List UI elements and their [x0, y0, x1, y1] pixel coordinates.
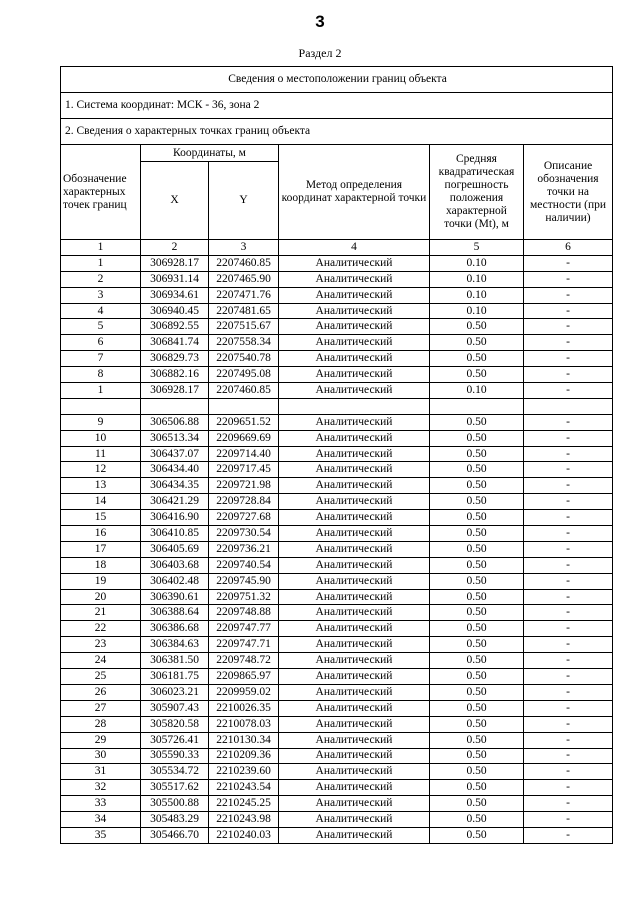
- table-row: [61, 573, 613, 589]
- point-id-cell: 5: [61, 319, 141, 335]
- method-cell: Аналитический: [279, 764, 430, 780]
- point-id-cell: 34: [61, 812, 141, 828]
- y-coord-cell: 2210239.60: [209, 764, 279, 780]
- method-cell: Аналитический: [279, 478, 430, 494]
- table-row: [61, 494, 613, 510]
- x-coord-cell: 306506.88: [141, 414, 209, 430]
- description-cell: -: [524, 700, 613, 716]
- header-y: Y: [209, 162, 279, 240]
- description-cell: -: [524, 780, 613, 796]
- accuracy-cell: 0.50: [430, 494, 524, 510]
- y-coord-cell: 2209747.71: [209, 637, 279, 653]
- column-number: 2: [141, 240, 209, 256]
- point-id-cell: 27: [61, 700, 141, 716]
- section-title: Раздел 2: [298, 46, 342, 60]
- table-row: [61, 827, 613, 843]
- table-row: [61, 812, 613, 828]
- description-cell: -: [524, 462, 613, 478]
- x-coord-cell: 306934.61: [141, 287, 209, 303]
- x-coord-cell: 306390.61: [141, 589, 209, 605]
- y-coord-cell: 2209669.69: [209, 430, 279, 446]
- y-coord-cell: 2209721.98: [209, 478, 279, 494]
- table-row: [61, 414, 613, 430]
- point-id-cell: [61, 398, 141, 414]
- accuracy-cell: 0.50: [430, 732, 524, 748]
- point-id-cell: 8: [61, 367, 141, 383]
- point-id-cell: 32: [61, 780, 141, 796]
- method-cell: Аналитический: [279, 414, 430, 430]
- method-cell: Аналитический: [279, 303, 430, 319]
- header-coordinates: Координаты, м: [141, 145, 279, 162]
- method-cell: Аналитический: [279, 827, 430, 843]
- x-coord-cell: 305483.29: [141, 812, 209, 828]
- accuracy-cell: 0.50: [430, 319, 524, 335]
- description-cell: [524, 398, 613, 414]
- table-row: [61, 780, 613, 796]
- y-coord-cell: 2209865.97: [209, 669, 279, 685]
- accuracy-cell: 0.50: [430, 812, 524, 828]
- coord-system: 1. Система координат: МСК - 36, зона 2: [61, 93, 613, 119]
- description-cell: -: [524, 621, 613, 637]
- description-cell: -: [524, 287, 613, 303]
- description-cell: -: [524, 732, 613, 748]
- table-row: [61, 319, 613, 335]
- table-row: [61, 605, 613, 621]
- x-coord-cell: 306928.17: [141, 255, 209, 271]
- point-id-cell: 24: [61, 653, 141, 669]
- method-cell: Аналитический: [279, 780, 430, 796]
- description-cell: -: [524, 764, 613, 780]
- method-cell: Аналитический: [279, 430, 430, 446]
- y-coord-cell: 2210243.98: [209, 812, 279, 828]
- description-cell: -: [524, 684, 613, 700]
- accuracy-cell: 0.10: [430, 303, 524, 319]
- point-id-cell: 16: [61, 526, 141, 542]
- y-coord-cell: 2209959.02: [209, 684, 279, 700]
- accuracy-cell: 0.50: [430, 430, 524, 446]
- method-cell: Аналитический: [279, 621, 430, 637]
- table-row: [61, 541, 613, 557]
- accuracy-cell: 0.50: [430, 462, 524, 478]
- table-row: [61, 383, 613, 399]
- description-cell: -: [524, 351, 613, 367]
- table-row: [61, 621, 613, 637]
- description-cell: -: [524, 557, 613, 573]
- description-cell: -: [524, 637, 613, 653]
- method-cell: Аналитический: [279, 716, 430, 732]
- method-cell: Аналитический: [279, 446, 430, 462]
- accuracy-cell: 0.50: [430, 637, 524, 653]
- x-coord-cell: 306403.68: [141, 557, 209, 573]
- table-row: [61, 684, 613, 700]
- method-cell: Аналитический: [279, 557, 430, 573]
- method-cell: Аналитический: [279, 669, 430, 685]
- table-row: [61, 748, 613, 764]
- method-cell: Аналитический: [279, 684, 430, 700]
- description-cell: -: [524, 446, 613, 462]
- y-coord-cell: 2210209.36: [209, 748, 279, 764]
- y-coord-cell: 2209748.88: [209, 605, 279, 621]
- table-row: [61, 716, 613, 732]
- accuracy-cell: 0.50: [430, 796, 524, 812]
- method-cell: Аналитический: [279, 605, 430, 621]
- table-row: [61, 367, 613, 383]
- point-id-cell: 28: [61, 716, 141, 732]
- method-cell: Аналитический: [279, 319, 430, 335]
- x-coord-cell: 306421.29: [141, 494, 209, 510]
- point-id-cell: 18: [61, 557, 141, 573]
- description-cell: -: [524, 669, 613, 685]
- table-row: [61, 669, 613, 685]
- accuracy-cell: 0.50: [430, 669, 524, 685]
- y-coord-cell: 2209728.84: [209, 494, 279, 510]
- column-number: 5: [430, 240, 524, 256]
- accuracy-cell: 0.50: [430, 780, 524, 796]
- y-coord-cell: 2210130.34: [209, 732, 279, 748]
- description-cell: -: [524, 478, 613, 494]
- header-description: Описание обозначения точки на местности (при наличии): [524, 145, 613, 240]
- description-cell: -: [524, 414, 613, 430]
- x-coord-cell: 305726.41: [141, 732, 209, 748]
- x-coord-cell: 306513.34: [141, 430, 209, 446]
- method-cell: Аналитический: [279, 748, 430, 764]
- column-number: 4: [279, 240, 430, 256]
- boundary-points-table: [60, 66, 613, 844]
- x-coord-cell: 306181.75: [141, 669, 209, 685]
- accuracy-cell: 0.50: [430, 351, 524, 367]
- header-method: Метод определения координат характерной точки: [279, 145, 430, 240]
- method-cell: Аналитический: [279, 653, 430, 669]
- point-id-cell: 12: [61, 462, 141, 478]
- table-row: [61, 700, 613, 716]
- point-id-cell: 6: [61, 335, 141, 351]
- method-cell: Аналитический: [279, 462, 430, 478]
- table-row: [61, 653, 613, 669]
- y-coord-cell: 2209730.54: [209, 526, 279, 542]
- description-cell: -: [524, 812, 613, 828]
- accuracy-cell: 0.50: [430, 621, 524, 637]
- point-id-cell: 35: [61, 827, 141, 843]
- method-cell: Аналитический: [279, 351, 430, 367]
- x-coord-cell: 305500.88: [141, 796, 209, 812]
- method-cell: Аналитический: [279, 287, 430, 303]
- x-coord-cell: 306386.68: [141, 621, 209, 637]
- y-coord-cell: 2207460.85: [209, 255, 279, 271]
- accuracy-cell: 0.50: [430, 557, 524, 573]
- description-cell: -: [524, 748, 613, 764]
- x-coord-cell: 306023.21: [141, 684, 209, 700]
- accuracy-cell: 0.50: [430, 827, 524, 843]
- table-row: [61, 271, 613, 287]
- method-cell: Аналитический: [279, 796, 430, 812]
- point-id-cell: 31: [61, 764, 141, 780]
- description-cell: -: [524, 303, 613, 319]
- accuracy-cell: 0.50: [430, 605, 524, 621]
- y-coord-cell: 2210240.03: [209, 827, 279, 843]
- header-x: X: [141, 162, 209, 240]
- x-coord-cell: 305590.33: [141, 748, 209, 764]
- x-coord-cell: 306829.73: [141, 351, 209, 367]
- points-heading: 2. Сведения о характерных точках границ объекта: [61, 119, 613, 145]
- point-id-cell: 7: [61, 351, 141, 367]
- accuracy-cell: 0.50: [430, 748, 524, 764]
- x-coord-cell: 306841.74: [141, 335, 209, 351]
- method-cell: Аналитический: [279, 367, 430, 383]
- accuracy-cell: 0.50: [430, 764, 524, 780]
- point-id-cell: 21: [61, 605, 141, 621]
- table-row: [61, 351, 613, 367]
- y-coord-cell: 2209736.21: [209, 541, 279, 557]
- x-coord-cell: 306384.63: [141, 637, 209, 653]
- column-number: 6: [524, 240, 613, 256]
- method-cell: Аналитический: [279, 494, 430, 510]
- accuracy-cell: 0.50: [430, 716, 524, 732]
- point-id-cell: 19: [61, 573, 141, 589]
- table-row: [61, 255, 613, 271]
- point-id-cell: 2: [61, 271, 141, 287]
- description-cell: -: [524, 430, 613, 446]
- description-cell: -: [524, 827, 613, 843]
- method-cell: Аналитический: [279, 526, 430, 542]
- y-coord-cell: 2207460.85: [209, 383, 279, 399]
- table-title: Сведения о местоположении границ объекта: [61, 67, 613, 93]
- x-coord-cell: 306402.48: [141, 573, 209, 589]
- accuracy-cell: 0.50: [430, 526, 524, 542]
- point-id-cell: 3: [61, 287, 141, 303]
- table-row: [61, 557, 613, 573]
- x-coord-cell: 305534.72: [141, 764, 209, 780]
- method-cell: Аналитический: [279, 637, 430, 653]
- header-accuracy: Средняя квадратическая погрешность положения характерной точки (Mt), м: [430, 145, 524, 240]
- description-cell: -: [524, 319, 613, 335]
- accuracy-cell: 0.50: [430, 589, 524, 605]
- y-coord-cell: 2209740.54: [209, 557, 279, 573]
- description-cell: -: [524, 335, 613, 351]
- table-row: [61, 796, 613, 812]
- y-coord-cell: 2207465.90: [209, 271, 279, 287]
- point-id-cell: 29: [61, 732, 141, 748]
- y-coord-cell: 2209714.40: [209, 446, 279, 462]
- x-coord-cell: 305907.43: [141, 700, 209, 716]
- point-id-cell: 13: [61, 478, 141, 494]
- y-coord-cell: 2210078.03: [209, 716, 279, 732]
- x-coord-cell: 306405.69: [141, 541, 209, 557]
- point-id-cell: 1: [61, 383, 141, 399]
- table-row: [61, 637, 613, 653]
- description-cell: -: [524, 526, 613, 542]
- table-row: [61, 526, 613, 542]
- point-id-cell: 9: [61, 414, 141, 430]
- y-coord-cell: 2207515.67: [209, 319, 279, 335]
- method-cell: Аналитический: [279, 255, 430, 271]
- y-coord-cell: 2209651.52: [209, 414, 279, 430]
- point-id-cell: 25: [61, 669, 141, 685]
- method-cell: [279, 398, 430, 414]
- x-coord-cell: 306388.64: [141, 605, 209, 621]
- description-cell: -: [524, 541, 613, 557]
- point-id-cell: 23: [61, 637, 141, 653]
- x-coord-cell: 306416.90: [141, 510, 209, 526]
- method-cell: Аналитический: [279, 335, 430, 351]
- x-coord-cell: 306892.55: [141, 319, 209, 335]
- table-row: [61, 335, 613, 351]
- y-coord-cell: 2210245.25: [209, 796, 279, 812]
- x-coord-cell: 306410.85: [141, 526, 209, 542]
- table-row: [61, 589, 613, 605]
- accuracy-cell: 0.50: [430, 541, 524, 557]
- y-coord-cell: 2207540.78: [209, 351, 279, 367]
- accuracy-cell: 0.10: [430, 287, 524, 303]
- x-coord-cell: 306437.07: [141, 446, 209, 462]
- method-cell: Аналитический: [279, 271, 430, 287]
- accuracy-cell: 0.50: [430, 510, 524, 526]
- method-cell: Аналитический: [279, 732, 430, 748]
- point-id-cell: 10: [61, 430, 141, 446]
- accuracy-cell: 0.50: [430, 335, 524, 351]
- y-coord-cell: 2209748.72: [209, 653, 279, 669]
- description-cell: -: [524, 653, 613, 669]
- description-cell: -: [524, 494, 613, 510]
- x-coord-cell: 305466.70: [141, 827, 209, 843]
- point-id-cell: 30: [61, 748, 141, 764]
- accuracy-cell: 0.10: [430, 271, 524, 287]
- y-coord-cell: 2209751.32: [209, 589, 279, 605]
- method-cell: Аналитический: [279, 510, 430, 526]
- y-coord-cell: 2207481.65: [209, 303, 279, 319]
- x-coord-cell: 305517.62: [141, 780, 209, 796]
- table-row: [61, 303, 613, 319]
- description-cell: -: [524, 589, 613, 605]
- table-row: [61, 462, 613, 478]
- point-id-cell: 1: [61, 255, 141, 271]
- y-coord-cell: 2207471.76: [209, 287, 279, 303]
- accuracy-cell: 0.50: [430, 700, 524, 716]
- accuracy-cell: 0.10: [430, 255, 524, 271]
- description-cell: -: [524, 255, 613, 271]
- y-coord-cell: 2207558.34: [209, 335, 279, 351]
- method-cell: Аналитический: [279, 812, 430, 828]
- description-cell: -: [524, 716, 613, 732]
- x-coord-cell: 306381.50: [141, 653, 209, 669]
- point-id-cell: 33: [61, 796, 141, 812]
- y-coord-cell: 2209727.68: [209, 510, 279, 526]
- accuracy-cell: 0.50: [430, 367, 524, 383]
- description-cell: -: [524, 271, 613, 287]
- description-cell: -: [524, 510, 613, 526]
- method-cell: Аналитический: [279, 589, 430, 605]
- column-number-row: [61, 240, 613, 256]
- description-cell: -: [524, 573, 613, 589]
- page-number: 3: [315, 12, 325, 31]
- table-row: [61, 398, 613, 414]
- accuracy-cell: 0.10: [430, 383, 524, 399]
- description-cell: -: [524, 605, 613, 621]
- accuracy-cell: [430, 398, 524, 414]
- table-row: [61, 478, 613, 494]
- y-coord-cell: 2209745.90: [209, 573, 279, 589]
- description-cell: -: [524, 367, 613, 383]
- method-cell: Аналитический: [279, 700, 430, 716]
- column-number: 1: [61, 240, 141, 256]
- table-row: [61, 287, 613, 303]
- table-row: [61, 764, 613, 780]
- point-id-cell: 20: [61, 589, 141, 605]
- accuracy-cell: 0.50: [430, 478, 524, 494]
- accuracy-cell: 0.50: [430, 573, 524, 589]
- x-coord-cell: 306928.17: [141, 383, 209, 399]
- table-row: [61, 732, 613, 748]
- table-row: [61, 430, 613, 446]
- x-coord-cell: 306434.40: [141, 462, 209, 478]
- x-coord-cell: [141, 398, 209, 414]
- y-coord-cell: 2207495.08: [209, 367, 279, 383]
- y-coord-cell: 2210026.35: [209, 700, 279, 716]
- method-cell: Аналитический: [279, 383, 430, 399]
- point-id-cell: 11: [61, 446, 141, 462]
- x-coord-cell: 306931.14: [141, 271, 209, 287]
- description-cell: -: [524, 383, 613, 399]
- accuracy-cell: 0.50: [430, 684, 524, 700]
- method-cell: Аналитический: [279, 541, 430, 557]
- x-coord-cell: 305820.58: [141, 716, 209, 732]
- description-cell: -: [524, 796, 613, 812]
- header-designation: Обозначение характерных точек границ: [61, 145, 141, 240]
- accuracy-cell: 0.50: [430, 653, 524, 669]
- x-coord-cell: 306434.35: [141, 478, 209, 494]
- point-id-cell: 17: [61, 541, 141, 557]
- point-id-cell: 26: [61, 684, 141, 700]
- y-coord-cell: [209, 398, 279, 414]
- x-coord-cell: 306882.16: [141, 367, 209, 383]
- table-row: [61, 446, 613, 462]
- point-id-cell: 4: [61, 303, 141, 319]
- accuracy-cell: 0.50: [430, 414, 524, 430]
- accuracy-cell: 0.50: [430, 446, 524, 462]
- y-coord-cell: 2210243.54: [209, 780, 279, 796]
- table-row: [61, 510, 613, 526]
- point-id-cell: 22: [61, 621, 141, 637]
- method-cell: Аналитический: [279, 573, 430, 589]
- y-coord-cell: 2209747.77: [209, 621, 279, 637]
- y-coord-cell: 2209717.45: [209, 462, 279, 478]
- x-coord-cell: 306940.45: [141, 303, 209, 319]
- point-id-cell: 14: [61, 494, 141, 510]
- point-id-cell: 15: [61, 510, 141, 526]
- column-number: 3: [209, 240, 279, 256]
